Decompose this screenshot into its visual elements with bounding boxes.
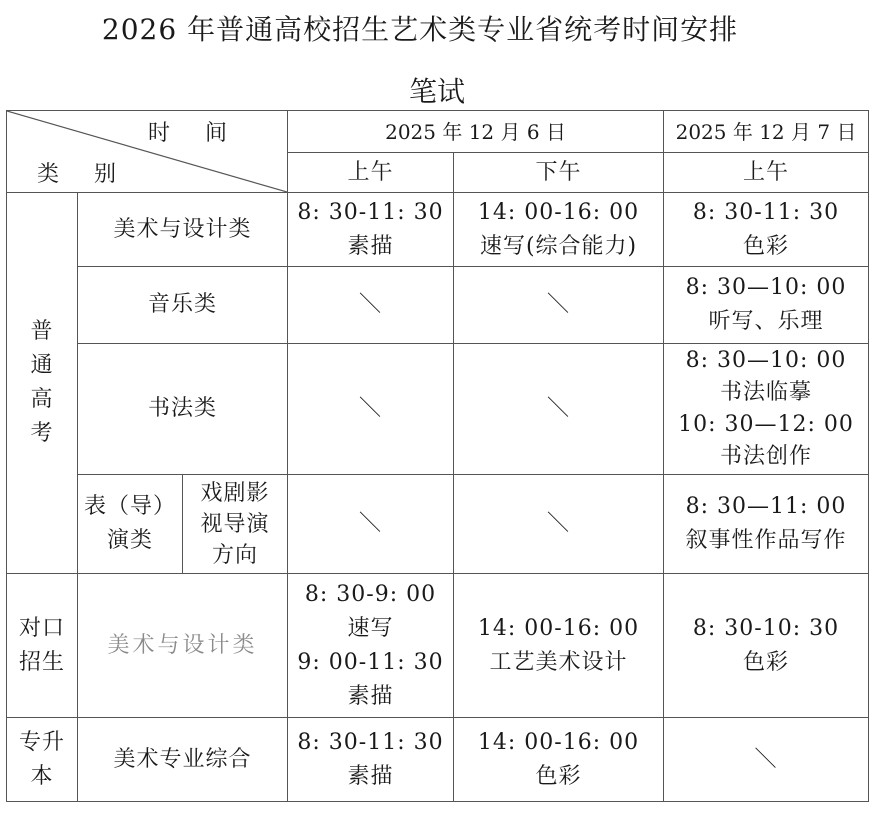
schedule-cell: 8: 30-11: 30 素描 xyxy=(288,718,454,802)
group-putong-gaokao: 普 通 高 考 xyxy=(7,193,78,574)
group-duikou-zhaosheng: 对口 招生 xyxy=(7,574,78,718)
no-exam-mark: ＼ xyxy=(454,475,664,574)
no-exam-mark: ＼ xyxy=(288,475,454,574)
no-exam-mark: ＼ xyxy=(288,267,454,344)
schedule-cell: 14: 00-16: 00 色彩 xyxy=(454,718,664,802)
table-row xyxy=(7,718,869,802)
no-exam-mark: ＼ xyxy=(288,344,454,475)
schedule-cell: 8: 30—10: 00 听写、乐理 xyxy=(664,267,869,344)
day1-morning-header: 上午 xyxy=(288,153,454,193)
schedule-cell: 8: 30-10: 30 色彩 xyxy=(664,574,869,718)
schedule-cell: 8: 30-11: 30 素描 xyxy=(288,193,454,267)
table-row xyxy=(7,344,869,475)
table-row xyxy=(7,267,869,344)
date-day2: 2025 年 12 月 7 日 xyxy=(664,111,869,153)
category-art-design: 美术与设计类 xyxy=(78,193,288,267)
day1-afternoon-header: 下午 xyxy=(454,153,664,193)
diagonal-header-cell xyxy=(7,111,288,193)
group-zhuanshengben: 专升 本 xyxy=(7,718,78,802)
document-title: 2026 年普通高校招生艺术类专业省统考时间安排 xyxy=(101,13,739,46)
schedule-cell: 8: 30—10: 00 书法临摹 10: 30—12: 00 书法创作 xyxy=(664,344,869,475)
table-row xyxy=(7,574,869,718)
category-calligraphy: 书法类 xyxy=(78,344,288,475)
schedule-cell: 14: 00-16: 00 速写(综合能力) xyxy=(454,193,664,267)
day2-morning-header: 上午 xyxy=(664,153,869,193)
no-exam-mark: ＼ xyxy=(664,718,869,802)
schedule-cell: 14: 00-16: 00 工艺美术设计 xyxy=(454,574,664,718)
schedule-cell: 8: 30-11: 30 色彩 xyxy=(664,193,869,267)
date-day1: 2025 年 12 月 6 日 xyxy=(288,111,664,153)
category-music: 音乐类 xyxy=(78,267,288,344)
category-duikou-art-design: 美术与设计类 xyxy=(78,574,288,718)
document-subtitle: 笔试 xyxy=(408,75,465,108)
schedule-cell: 8: 30—11: 00 叙事性作品写作 xyxy=(664,475,869,574)
time-header-label: 时 间 xyxy=(148,121,242,146)
no-exam-mark: ＼ xyxy=(454,344,664,475)
table-row xyxy=(7,475,869,574)
subcategory-drama-directing: 戏剧影 视导演 方向 xyxy=(183,475,288,574)
schedule-cell: 8: 30-9: 00 速写 9: 00-11: 30 素描 xyxy=(288,574,454,718)
category-performance: 表（导） 演类 xyxy=(78,475,183,574)
category-header-label: 类 别 xyxy=(37,162,130,187)
category-art-comprehensive: 美术专业综合 xyxy=(78,718,288,802)
table-row xyxy=(7,193,869,267)
no-exam-mark: ＼ xyxy=(454,267,664,344)
schedule-table xyxy=(6,110,869,802)
